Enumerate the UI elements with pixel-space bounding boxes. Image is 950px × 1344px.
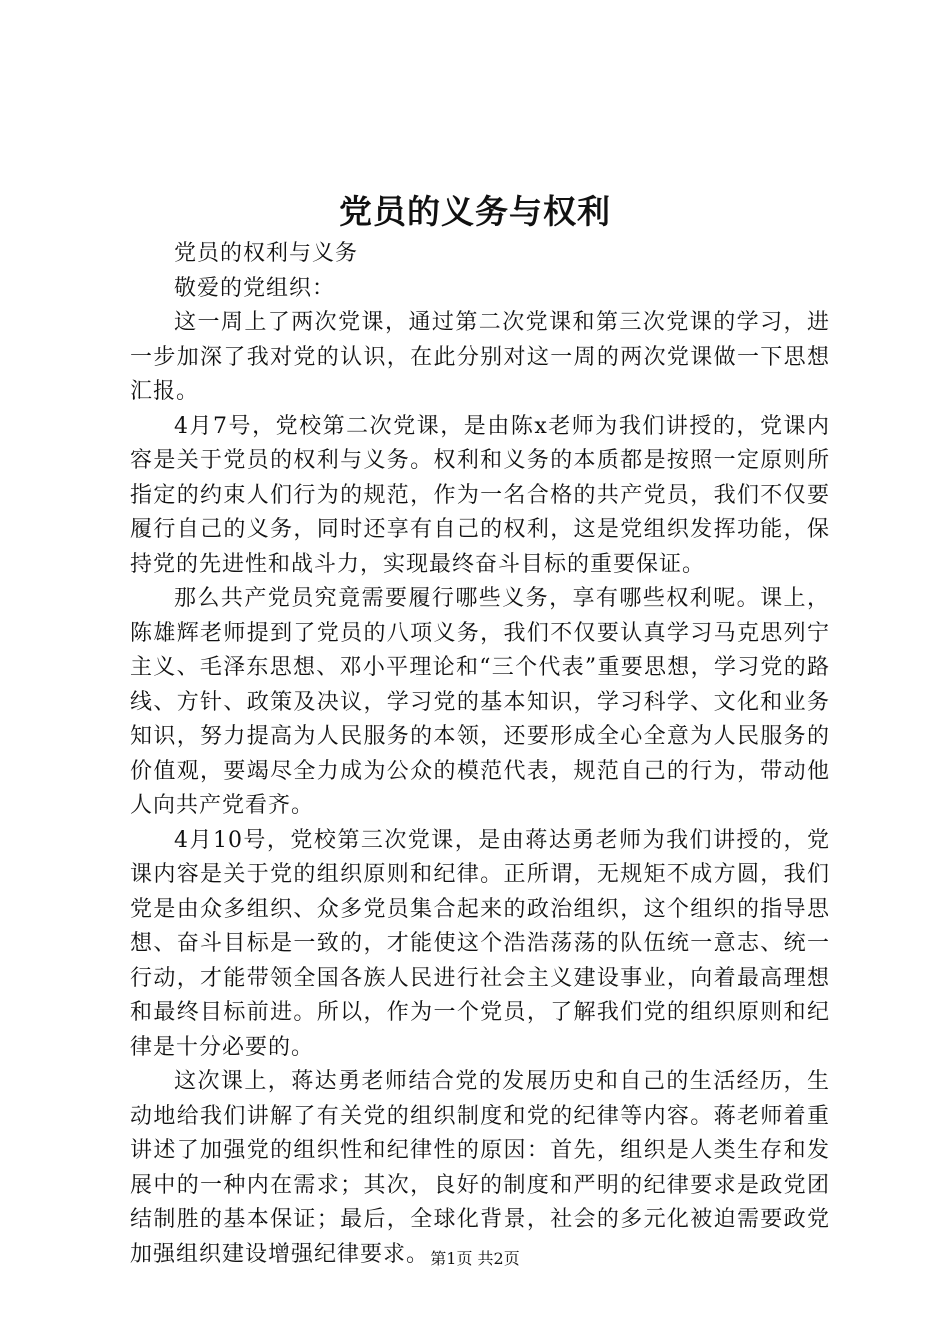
paragraph-salutation: 敬爱的党组织： bbox=[174, 275, 336, 301]
document-body bbox=[130, 237, 830, 1272]
paragraph-obligations: 那么共产党员究竟需要履行哪些义务，享有哪些权利呢。课上，陈雄辉老师提到了党员的八项义务，我们不仅要认真学习马克思列宁主义、毛泽东思想、邓小平理论和“三个代表”重要思想，学习党的路线、方针、政策及决议，学习党的基本知识，学习科学、文化和业务知识，努力提高为人民服务的本领，还要形成全心全意为人民服务的价值观，要竭尽全力成为公众的模范代表，规范自己的行为，带动他人向共产党看齐。 bbox=[130, 586, 830, 818]
page-number-footer: 第1页 共2页 bbox=[430, 1249, 520, 1268]
paragraph-third-lesson: 4月10号，党校第三次党课，是由蒋达勇老师为我们讲授的，党课内容是关于党的组织原则和纪律。正所谓，无规矩不成方圆，我们党是由众多组织、众多党员集合起来的政治组织，这个组织的指导思想、奋斗目标是一致的，才能使这个浩浩荡荡的队伍统一意志、统一行动，才能带领全国各族人民进行社会主义建设事业，向着最高理想和最终目标前进。所以，作为一个党员，了解我们党的组织原则和纪律是十分必要的。 bbox=[130, 827, 830, 1060]
paragraph-subtitle: 党员的权利与义务 bbox=[174, 241, 359, 266]
paragraph-second-lesson: 4月7号，党校第二次党课，是由陈x老师为我们讲授的，党课内容是关于党员的权利与义务。权利和义务的本质都是按照一定原则所指定的约束人们行为的规范，作为一名合格的共产党员，我们不仅要履行自己的义务，同时还享有自己的权利，这是党组织发挥功能，保持党的先进性和战斗力，实现最终奋斗目标的重要保证。 bbox=[130, 413, 830, 577]
document-title: 党员的义务与权利 bbox=[339, 192, 611, 231]
paragraph-discipline: 这次课上，蒋达勇老师结合党的发展历史和自己的生活经历，生动地给我们讲解了有关党的组织制度和党的纪律等内容。蒋老师着重讲述了加强党的组织性和纪律性的原因：首先，组织是人类生存和发展中的一种内在需求；其次，良好的制度和严明的纪律要求是政党团结制胜的基本保证；最后，全球化背景，社会的多元化被迫需要政党加强组织建设增强纪律要求。 bbox=[130, 1069, 830, 1267]
paragraph-intro: 这一周上了两次党课，通过第二次党课和第三次党课的学习，进一步加深了我对党的认识，在此分别对这一周的两次党课做一下思想汇报。 bbox=[130, 310, 830, 404]
